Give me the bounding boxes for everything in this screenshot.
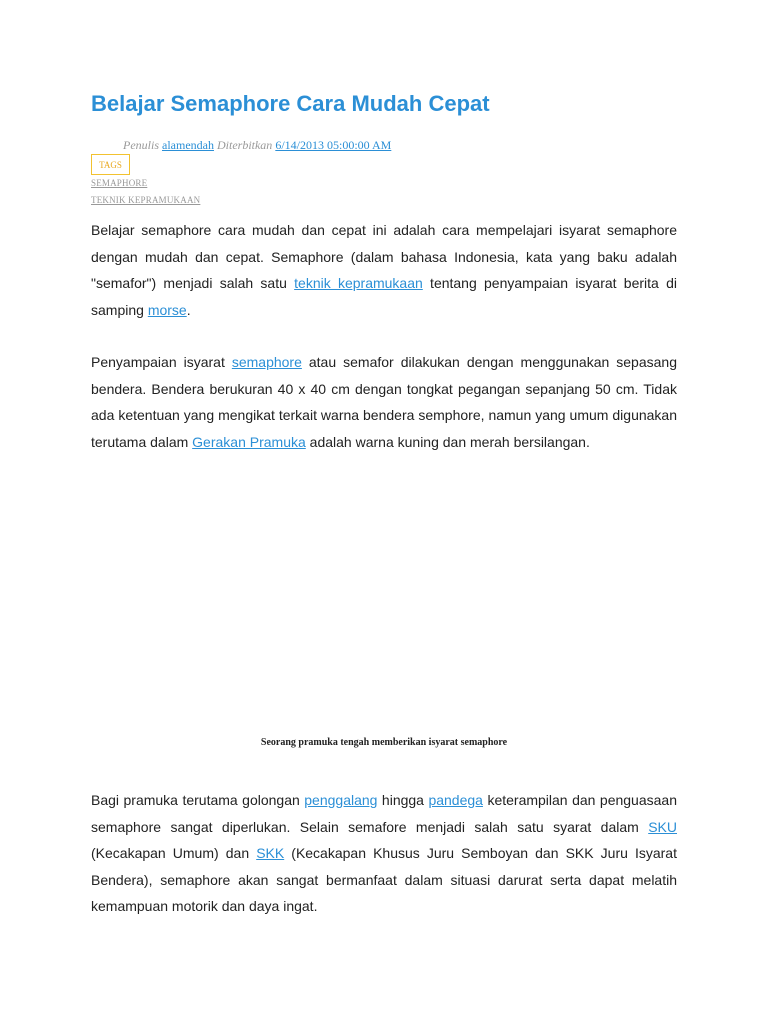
- article-meta: [123, 138, 391, 153]
- paragraph-text: Bagi pramuka terutama golongan: [91, 792, 305, 808]
- link-morse[interactable]: morse: [147, 301, 187, 318]
- paragraph-skills: [91, 787, 677, 920]
- paragraph-intro: [91, 217, 677, 323]
- link-skk[interactable]: SKK: [256, 845, 285, 861]
- tag-semaphore[interactable]: SEMAPHORE: [91, 178, 148, 188]
- author-label: Penulis: [123, 138, 159, 152]
- link-teknik-kepramukaan[interactable]: teknik kepramukaan: [294, 275, 423, 291]
- link-semaphore[interactable]: semaphore: [231, 354, 302, 370]
- paragraph-text: (Kecakapan Khusus Juru Semboyan dan SKK Juru Isyarat Bendera), semaphore akan sangat bermanfaat dalam situasi darurat serta dapat melatih kemampuan motorik dan daya ingat.: [91, 845, 677, 914]
- paragraph-text: Belajar semaphore cara mudah dan cepat ini adalah cara mempelajari isyarat semaphore dengan mudah dan cepat. Semaphore (dalam bahasa Indonesia, kata yang baku adalah "semafor") menjadi salah satu: [91, 222, 677, 291]
- published-label: Diterbitkan: [216, 138, 273, 152]
- link-pandega[interactable]: pandega: [428, 792, 483, 808]
- paragraph-text: Penyampaian isyarat: [91, 354, 232, 370]
- paragraph-text: atau semafor dilakukan dengan menggunakan sepasang bendera. Bendera berukuran 40 x 40 cm dengan tongkat pegangan sepanjang 50 cm. Tidak ada ketentuan yang mengikat terkait warna bendera semphore, namun yang umum digunakan terutama dalam: [91, 354, 677, 450]
- tags-label: TAGS: [91, 154, 130, 175]
- tag-teknik-kepramukaan[interactable]: TEKNIK KEPRAMUKAAN: [91, 195, 201, 205]
- paragraph-text: hingga: [377, 792, 429, 808]
- paragraph-text: (Kecakapan Umum) dan: [91, 845, 257, 861]
- link-sku[interactable]: SKU: [648, 818, 677, 835]
- paragraph-text: tentang penyampaian isyarat berita di samping: [91, 275, 677, 318]
- published-date-link[interactable]: 6/14/2013 05:00:00 AM: [275, 138, 392, 152]
- author-link[interactable]: alamendah: [162, 138, 214, 152]
- paragraph-text: adalah warna kuning dan merah bersilangan.: [305, 433, 590, 450]
- paragraph-text: .: [186, 301, 191, 318]
- paragraph-text: keterampilan dan penguasaan semaphore sangat diperlukan. Selain semafore menjadi salah satu syarat dalam: [91, 792, 677, 835]
- paragraph-flags: [91, 349, 677, 455]
- image-caption: Seorang pramuka tengah memberikan isyarat semaphore: [260, 737, 508, 748]
- link-penggalang[interactable]: penggalang: [304, 792, 378, 808]
- link-gerakan-pramuka[interactable]: Gerakan Pramuka: [192, 433, 306, 450]
- article-title: Belajar Semaphore Cara Mudah Cepat: [91, 91, 490, 116]
